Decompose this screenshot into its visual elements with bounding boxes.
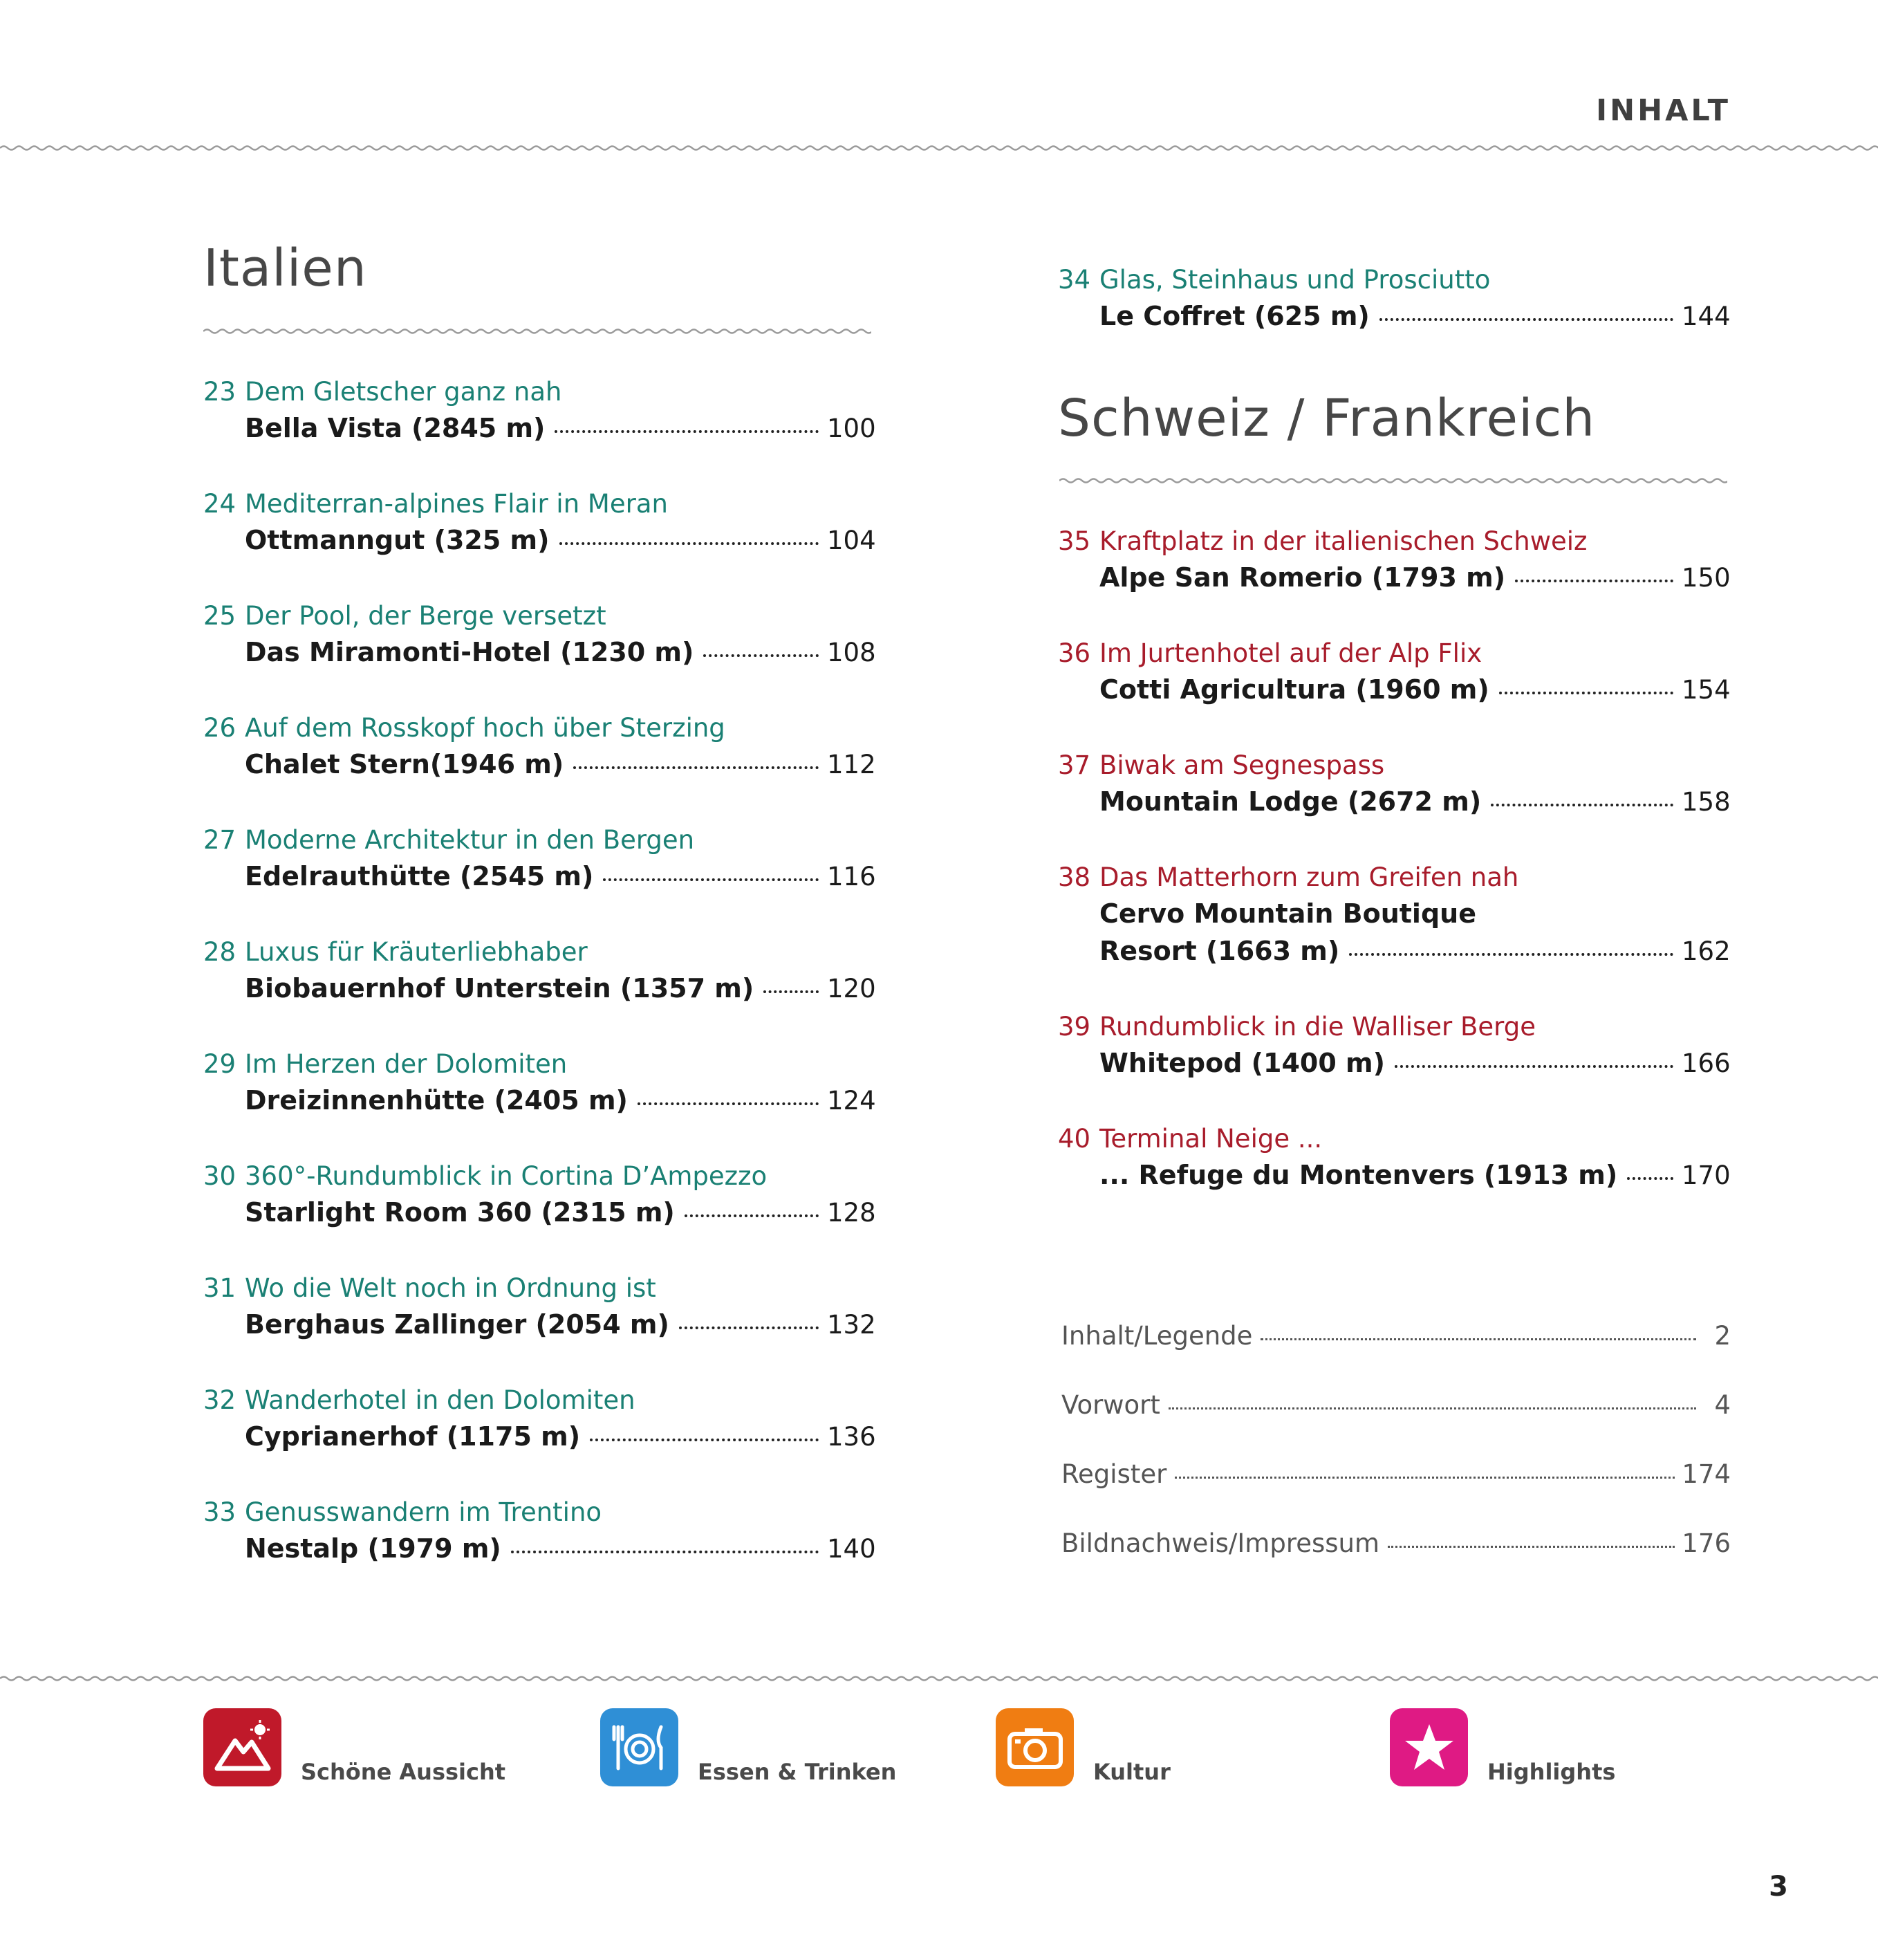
misc-label: Vorwort [1061, 1390, 1160, 1420]
legend-label: Essen & Trinken [698, 1759, 897, 1785]
legend-essen-trinken [600, 1708, 896, 1786]
legend-schoene-aussicht [203, 1708, 505, 1786]
entry-name-line1: Cervo Mountain Boutique [1099, 898, 1476, 929]
entry-page: 136 [827, 1422, 876, 1452]
misc-entry-inhalt[interactable] [1061, 1321, 1731, 1351]
entry-topic: 24 Mediterran-alpines Flair in Meran [203, 489, 668, 519]
entry-page: 150 [1682, 563, 1731, 593]
footer-wave-divider [0, 1674, 1878, 1683]
entry-topic: 30 360°-Rundumblick in Cortina D’Ampezzo [203, 1161, 768, 1191]
entry-page: 140 [827, 1534, 876, 1564]
misc-entry-bildnachweis[interactable] [1061, 1528, 1731, 1558]
toc-entry[interactable] [203, 1159, 876, 1232]
toc-entry[interactable] [203, 599, 876, 672]
mountain-view-icon [203, 1708, 281, 1786]
entry-name: Dreizinnenhütte (2405 m) [245, 1085, 628, 1116]
entry-page: 166 [1682, 1048, 1731, 1078]
entry-name: Ottmanngut (325 m) [245, 525, 550, 555]
toc-entry[interactable] [1058, 1010, 1731, 1082]
toc-entry[interactable] [203, 1271, 876, 1344]
entry-topic: 33 Genusswandern im Trentino [203, 1497, 602, 1527]
toc-entry[interactable] [1058, 748, 1731, 821]
entry-page: 158 [1682, 787, 1731, 817]
misc-label: Inhalt/Legende [1061, 1321, 1253, 1351]
entry-name: Das Miramonti-Hotel (1230 m) [245, 637, 694, 667]
entry-topic: 39 Rundumblick in die Walliser Berge [1058, 1012, 1536, 1042]
entry-topic: 38 Das Matterhorn zum Greifen nah [1058, 862, 1519, 892]
entry-topic: 26 Auf dem Rosskopf hoch über Sterzing [203, 713, 725, 743]
entry-topic: 32 Wanderhotel in den Dolomiten [203, 1385, 635, 1415]
entry-topic: 31 Wo die Welt noch in Ordnung ist [203, 1273, 656, 1303]
misc-label: Register [1061, 1459, 1167, 1489]
toc-entry[interactable] [1058, 524, 1731, 597]
entry-page: 162 [1682, 936, 1731, 966]
header-title: INHALT [1596, 93, 1731, 128]
entry-topic: 40 Terminal Neige ... [1058, 1124, 1323, 1154]
entry-name: Starlight Room 360 (2315 m) [245, 1197, 675, 1228]
entry-name: Mountain Lodge (2672 m) [1099, 786, 1482, 817]
misc-page: 2 [1714, 1321, 1731, 1351]
toc-entry[interactable] [1058, 1122, 1731, 1194]
entry-name: Alpe San Romerio (1793 m) [1099, 562, 1506, 593]
entry-page: 100 [827, 414, 876, 443]
entry-page: 120 [827, 974, 876, 1004]
entry-name: Whitepod (1400 m) [1099, 1048, 1385, 1078]
entry-page: 124 [827, 1086, 876, 1116]
toc-entry[interactable] [203, 1495, 876, 1568]
misc-label: Bildnachweis/Impressum [1061, 1528, 1380, 1558]
food-drink-icon [600, 1708, 678, 1786]
misc-page: 176 [1682, 1528, 1731, 1558]
entry-topic: 23 Dem Gletscher ganz nah [203, 377, 562, 407]
toc-entry[interactable] [1058, 636, 1731, 709]
entry-topic: 28 Luxus für Kräuterliebhaber [203, 937, 588, 967]
section-title-italien: Italien [203, 239, 367, 298]
entry-name: Resort (1663 m) [1099, 936, 1340, 966]
toc-entry[interactable] [203, 375, 876, 447]
entry-name: Cotti Agricultura (1960 m) [1099, 674, 1489, 705]
entry-page: 154 [1682, 675, 1731, 705]
entry-topic: 37 Biwak am Segnespass [1058, 750, 1385, 780]
entry-topic: 34 Glas, Steinhaus und Prosciutto [1058, 265, 1491, 295]
entry-name: Berghaus Zallinger (2054 m) [245, 1309, 669, 1340]
entry-page: 128 [827, 1198, 876, 1228]
toc-entry[interactable] [203, 1047, 876, 1120]
entry-page: 170 [1682, 1161, 1731, 1190]
toc-entry[interactable] [203, 823, 876, 896]
toc-entry[interactable] [203, 1383, 876, 1456]
entry-page: 108 [827, 638, 876, 667]
toc-entry[interactable] [1058, 860, 1731, 970]
entry-page: 104 [827, 526, 876, 555]
legend-highlights [1390, 1708, 1615, 1786]
misc-page: 174 [1682, 1459, 1731, 1489]
header-wave-divider [0, 143, 1878, 153]
italien-wave-divider [203, 326, 871, 336]
entry-name: Nestalp (1979 m) [245, 1533, 501, 1564]
misc-entry-vorwort[interactable] [1061, 1390, 1731, 1420]
misc-entry-register[interactable] [1061, 1459, 1731, 1489]
entry-name: Bella Vista (2845 m) [245, 413, 546, 443]
entry-page: 116 [827, 862, 876, 891]
entry-topic: 29 Im Herzen der Dolomiten [203, 1049, 568, 1079]
schweiz-wave-divider [1059, 476, 1727, 486]
entry-topic: 25 Der Pool, der Berge versetzt [203, 601, 606, 631]
section-title-schweiz: Schweiz / Frankreich [1058, 389, 1596, 448]
legend-label: Kultur [1093, 1759, 1171, 1785]
entry-topic: 35 Kraftplatz in der italienischen Schweiz [1058, 526, 1588, 556]
entry-name: Cyprianerhof (1175 m) [245, 1421, 581, 1452]
toc-entry[interactable] [1058, 263, 1731, 335]
camera-icon [996, 1708, 1074, 1786]
entry-name: Le Coffret (625 m) [1099, 301, 1370, 331]
toc-entry[interactable] [203, 487, 876, 560]
entry-topic: 27 Moderne Architektur in den Bergen [203, 825, 695, 855]
legend-kultur [996, 1708, 1171, 1786]
entry-topic: 36 Im Jurtenhotel auf der Alp Flix [1058, 638, 1482, 668]
legend-label: Highlights [1487, 1759, 1616, 1785]
entry-name: Edelrauthütte (2545 m) [245, 861, 594, 891]
entry-name: Chalet Stern(1946 m) [245, 749, 564, 779]
entry-name: ... Refuge du Montenvers (1913 m) [1099, 1160, 1618, 1190]
legend-label: Schöne Aussicht [301, 1759, 506, 1785]
entry-page: 132 [827, 1310, 876, 1340]
misc-page: 4 [1714, 1390, 1731, 1420]
entry-name: Biobauernhof Unterstein (1357 m) [245, 973, 754, 1004]
page-number: 3 [1769, 1871, 1788, 1903]
entry-page: 144 [1682, 302, 1731, 331]
toc-entry[interactable] [203, 935, 876, 1008]
star-icon [1390, 1708, 1468, 1786]
toc-entry[interactable] [203, 711, 876, 784]
entry-page: 112 [827, 750, 876, 779]
